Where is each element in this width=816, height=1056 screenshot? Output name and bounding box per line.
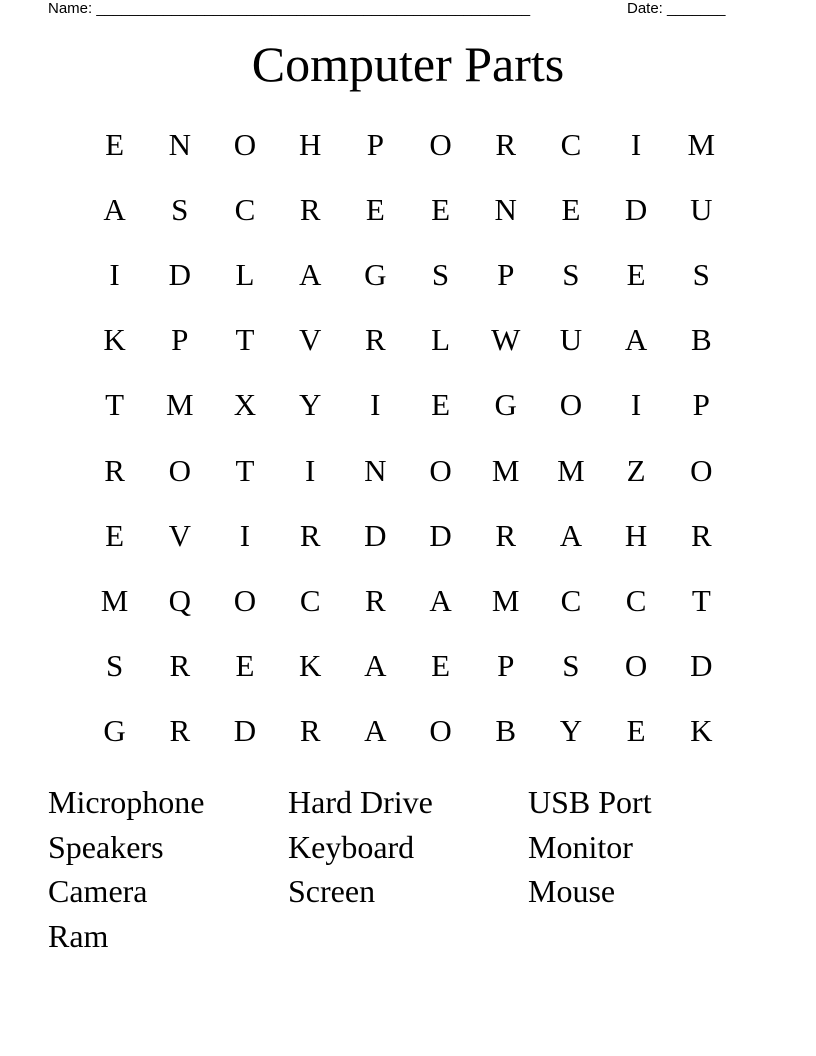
grid-cell: A <box>298 256 322 292</box>
grid-cell: G <box>364 256 387 292</box>
grid-cell: T <box>235 452 255 488</box>
grid-cell: K <box>103 322 126 358</box>
grid-cell: C <box>560 126 582 162</box>
grid-cell: D <box>233 713 257 749</box>
grid-cell: G <box>494 387 517 423</box>
word-list-item: Camera <box>48 873 148 910</box>
grid-cell: O <box>690 452 713 488</box>
grid-cell: R <box>299 517 321 553</box>
grid-cell: O <box>429 452 452 488</box>
grid-cell: E <box>431 648 450 684</box>
grid-cell: K <box>298 648 322 684</box>
grid-cell: I <box>630 126 642 162</box>
grid-cell: A <box>624 322 648 358</box>
grid-cell: M <box>100 582 129 618</box>
grid-cell: D <box>168 256 191 292</box>
grid-cell: O <box>559 387 583 423</box>
grid-cell: E <box>626 256 646 292</box>
grid-cell: E <box>235 648 255 684</box>
word-list-item: Ram <box>48 917 109 954</box>
grid-cell: R <box>104 452 125 488</box>
grid-cell: K <box>690 713 713 749</box>
grid-cell: D <box>364 517 387 553</box>
grid-cell: S <box>562 256 580 292</box>
grid-cell: M <box>165 387 194 423</box>
grid-cell: C <box>625 582 647 618</box>
grid-cell: O <box>429 713 452 749</box>
grid-cell: T <box>235 322 255 358</box>
word-list-item: Hard Drive <box>288 783 433 820</box>
grid-cell: S <box>562 648 580 684</box>
grid-cell: T <box>105 387 125 423</box>
grid-cell: D <box>690 648 713 684</box>
word-list-item: Keyboard <box>288 828 415 865</box>
grid-cell: A <box>103 191 126 227</box>
grid-cell: E <box>626 713 646 749</box>
grid-cell: O <box>429 126 452 162</box>
grid-cell: A <box>429 582 452 618</box>
grid-cell: O <box>233 126 257 162</box>
word-search-grid <box>82 112 734 764</box>
grid-cell: E <box>365 191 385 227</box>
grid-cell: E <box>105 126 125 162</box>
grid-cell: V <box>298 322 322 358</box>
grid-cell: A <box>364 713 387 749</box>
word-list-item: USB Port <box>528 783 652 820</box>
grid-cell: P <box>366 126 384 162</box>
grid-cell: R <box>169 713 191 749</box>
header-line <box>48 0 768 20</box>
grid-cell: P <box>497 648 515 684</box>
grid-cell: R <box>299 191 321 227</box>
grid-cell: B <box>495 713 517 749</box>
grid-cell: R <box>365 582 386 618</box>
grid-cell: H <box>298 126 322 162</box>
grid-cell: D <box>429 517 452 553</box>
grid-cell: Q <box>168 582 191 618</box>
grid-cell: W <box>491 322 521 358</box>
word-list-item: Speakers <box>48 828 164 865</box>
grid-cell: M <box>557 452 585 488</box>
grid-cell: S <box>431 256 450 292</box>
word-list-item: Microphone <box>48 783 205 820</box>
grid-cell: M <box>491 582 520 618</box>
grid-cell: N <box>168 126 191 162</box>
grid-cell: E <box>561 191 581 227</box>
grid-cell: R <box>169 648 191 684</box>
grid-cell: L <box>431 322 450 358</box>
grid-cell: S <box>105 648 124 684</box>
grid-cell: M <box>687 126 716 162</box>
grid-cell: R <box>365 322 386 358</box>
grid-cell: P <box>171 322 189 358</box>
grid-cell: C <box>560 582 582 618</box>
grid-cell: M <box>491 452 520 488</box>
grid-cell: U <box>690 191 713 227</box>
grid-cell: S <box>692 256 710 292</box>
word-list <box>48 780 768 959</box>
word-list-item: Monitor <box>528 828 633 865</box>
grid-cell: A <box>559 517 583 553</box>
word-list-item: Mouse <box>528 873 616 910</box>
grid-cell: R <box>690 517 712 553</box>
grid-cell: O <box>168 452 191 488</box>
grid-cell: I <box>239 517 251 553</box>
grid-cell: N <box>494 191 517 227</box>
grid-cell: P <box>497 256 515 292</box>
grid-cell: L <box>235 256 255 292</box>
grid-cell: I <box>304 452 316 488</box>
grid-cell: O <box>233 582 257 618</box>
grid-cell: R <box>299 713 321 749</box>
grid-cell: G <box>103 713 126 749</box>
grid-cell: Y <box>298 387 322 423</box>
grid-cell: R <box>495 126 517 162</box>
grid-cell: B <box>690 322 712 358</box>
grid-cell: P <box>692 387 710 423</box>
grid-cell: E <box>431 387 450 423</box>
word-list-item: Screen <box>288 873 376 910</box>
grid-cell: V <box>168 517 191 553</box>
grid-cell: H <box>624 517 648 553</box>
grid-cell: E <box>105 517 125 553</box>
grid-cell: O <box>624 648 648 684</box>
name-field-label: Name: ____________________________________________________ <box>48 0 531 17</box>
grid-cell: N <box>364 452 387 488</box>
grid-cell: C <box>299 582 321 618</box>
grid-cell: U <box>559 322 583 358</box>
grid-cell: A <box>364 648 387 684</box>
grid-cell: I <box>630 387 642 423</box>
grid-cell: Z <box>626 452 646 488</box>
grid-cell: E <box>431 191 450 227</box>
grid-cell: I <box>370 387 381 423</box>
date-field-label: Date: _______ <box>627 0 726 17</box>
page-title: Computer Parts <box>251 36 565 92</box>
grid-cell: I <box>109 256 120 292</box>
grid-cell: D <box>624 191 648 227</box>
grid-cell: Y <box>559 713 583 749</box>
grid-cell: C <box>234 191 256 227</box>
grid-cell: T <box>691 582 711 618</box>
grid-cell: X <box>233 387 257 423</box>
grid-cell: R <box>495 517 517 553</box>
grid-cell: S <box>171 191 189 227</box>
